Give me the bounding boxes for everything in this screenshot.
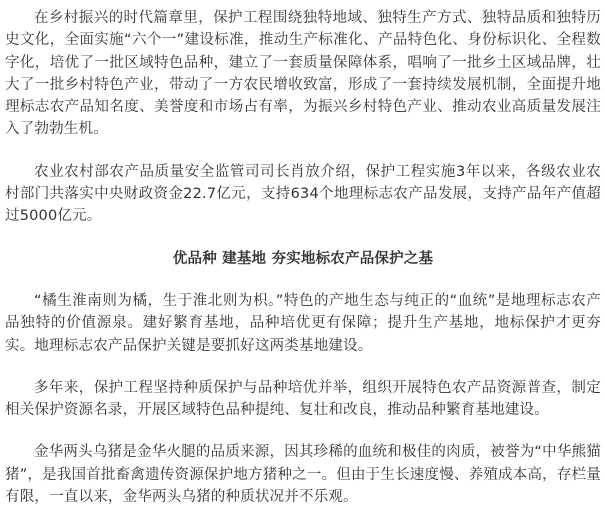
paragraph-jinhua-pig: 金华两头乌猪是金华火腿的品质来源，因其珍稀的血统和极佳的肉质，被誉为“中华熊猫猪”，是我国首批畜禽遗传资源保护地方猪种之一。但由于生长速度慢、养殖成本高，存栏量有限，一直以来，金华两头乌猪的种质状况并不乐观。 bbox=[5, 444, 601, 506]
article-body bbox=[5, 7, 601, 508]
paragraph-bases: “橘生淮南则为橘，生于淮北则为枳。”特色的产地生态与纯正的“血统”是地理标志农产品独特的价值源泉。建好繁育基地，品种培优更有保障；提升生产基地，地标保护才更夯实。地理标志农产品保护关键是要抓好这两类基地建设。 bbox=[5, 292, 601, 354]
paragraph-rural-revitalization: 在乡村振兴的时代篇章里，保护工程围绕独特地域、独特生产方式、独特品质和独特历史文化，全面实施“六个一”建设标准，推动生产标准化、产品特色化、身份标识化、全程数字化，培优了一批区域特色品种，建立了一套质量保障体系，唱响了一批乡土区域品牌，壮大了一批乡村特色产业，带动了一方农民增收致富，形成了一套持续发展机制，全面提升地理标志农产品知名度、美誉度和市场占有率，为振兴乡村特色产业、推动农业高质量发展注入了勃勃生机。 bbox=[5, 10, 601, 138]
section-heading: 优品种 建基地 夯实地标农产品保护之基 bbox=[172, 250, 434, 267]
paragraph-germplasm: 多年来，保护工程坚持种质保护与品种培优并举，组织开展特色农产品资源普查，制定相关保护资源名录，开展区域特色品种提纯、复壮和改良，推动品种繁育基地建设。 bbox=[5, 379, 601, 419]
paragraph-funding-stats: 农业农村部农产品质量安全监管司司长肖放介绍，保护工程实施3年以来，各级农业农村部门共落实中央财政资金22.7亿元，支持634个地理标志农产品发展，支持产品年产值超过5000亿元。 bbox=[5, 163, 601, 225]
